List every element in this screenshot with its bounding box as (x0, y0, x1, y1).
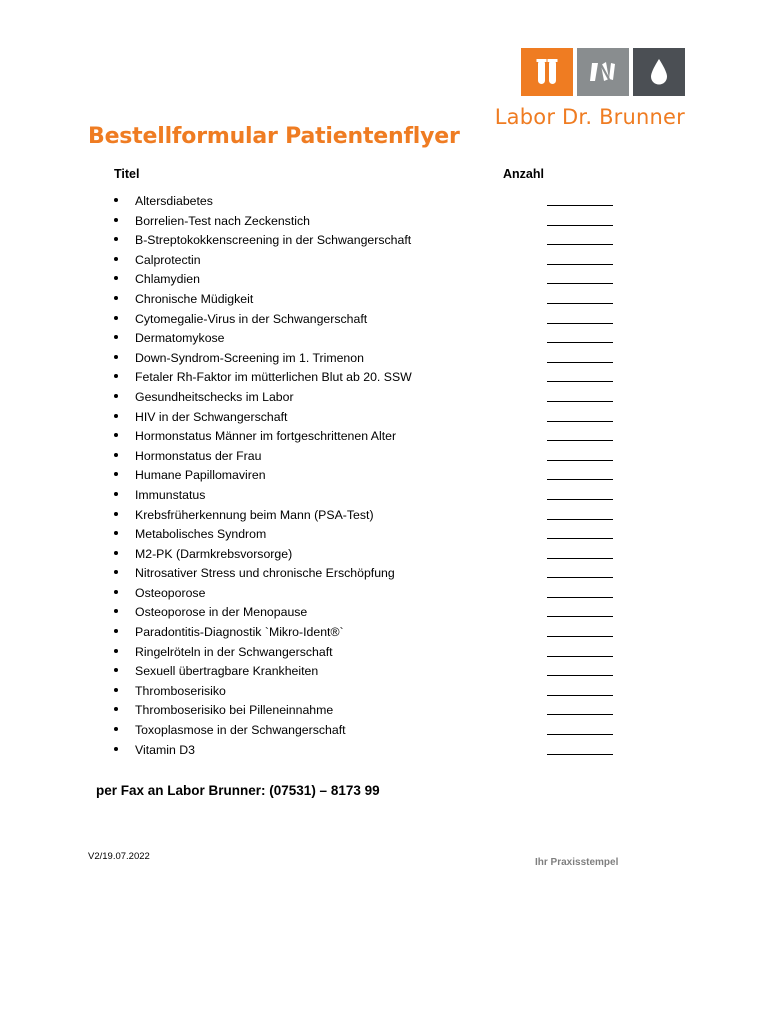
amount-blank-field[interactable] (547, 538, 613, 539)
bullet-icon (114, 296, 118, 300)
list-item (114, 194, 674, 214)
list-item-label: Gesundheitschecks im Labor (135, 389, 294, 404)
bullet-icon (114, 629, 118, 633)
amount-blank-field[interactable] (547, 205, 613, 206)
amount-blank-field[interactable] (547, 695, 613, 696)
list-item-label: Ringelröteln in der Schwangerschaft (135, 644, 333, 659)
bullet-icon (114, 257, 118, 261)
page-title: Bestellformular Patientenflyer (88, 124, 460, 149)
flyer-list (114, 194, 674, 762)
amount-blank-field[interactable] (547, 440, 613, 441)
bullet-icon (114, 355, 118, 359)
list-item-label: Down-Syndrom-Screening im 1. Trimenon (135, 350, 364, 365)
list-item-label: Sexuell übertragbare Krankheiten (135, 664, 319, 679)
list-item (114, 351, 674, 371)
bullet-icon (114, 551, 118, 555)
amount-blank-field[interactable] (547, 421, 613, 422)
amount-blank-field[interactable] (547, 225, 613, 226)
list-item (114, 743, 674, 763)
column-header-title: Titel (114, 167, 140, 181)
amount-blank-field[interactable] (547, 362, 613, 363)
list-item (114, 468, 674, 488)
list-item (114, 566, 674, 586)
amount-blank-field[interactable] (547, 656, 613, 657)
amount-blank-field[interactable] (547, 460, 613, 461)
list-item (114, 292, 674, 312)
practice-stamp-label: Ihr Praxisstempel (535, 857, 619, 868)
test-tubes-icon (521, 48, 573, 96)
amount-blank-field[interactable] (547, 323, 613, 324)
bullet-icon (114, 747, 118, 751)
list-item-label: Krebsfrüherkennung beim Mann (PSA-Test) (135, 507, 374, 522)
bullet-icon (114, 727, 118, 731)
list-item-label: Osteoporose (135, 585, 206, 600)
list-item (114, 449, 674, 469)
bullet-icon (114, 453, 118, 457)
list-item (114, 390, 674, 410)
bullet-icon (114, 218, 118, 222)
bullet-icon (114, 688, 118, 692)
list-item-label: Calprotectin (135, 252, 201, 267)
list-item (114, 723, 674, 743)
list-item (114, 703, 674, 723)
amount-blank-field[interactable] (547, 577, 613, 578)
list-item (114, 214, 674, 234)
list-item-label: Vitamin D3 (135, 742, 195, 757)
bullet-icon (114, 668, 118, 672)
bullet-icon (114, 609, 118, 613)
bullet-icon (114, 472, 118, 476)
list-item-label: Metabolisches Syndrom (135, 527, 267, 542)
amount-blank-field[interactable] (547, 519, 613, 520)
list-item (114, 312, 674, 332)
bullet-icon (114, 433, 118, 437)
list-item (114, 586, 674, 606)
amount-blank-field[interactable] (547, 303, 613, 304)
amount-blank-field[interactable] (547, 381, 613, 382)
list-item-label: Altersdiabetes (135, 194, 213, 208)
amount-blank-field[interactable] (547, 636, 613, 637)
brand-name: Labor Dr. Brunner (494, 105, 685, 129)
list-item-label: Chlamydien (135, 272, 200, 287)
list-item-label: Thromboserisiko (135, 683, 226, 698)
list-item (114, 527, 674, 547)
bullet-icon (114, 335, 118, 339)
list-item-label: Hormonstatus Männer im fortgeschrittenen Alter (135, 429, 397, 444)
amount-blank-field[interactable] (547, 714, 613, 715)
amount-blank-field[interactable] (547, 616, 613, 617)
list-item (114, 488, 674, 508)
amount-blank-field[interactable] (547, 499, 613, 500)
list-item-label: Borrelien-Test nach Zeckenstich (135, 213, 310, 228)
list-item (114, 410, 674, 430)
bullet-icon (114, 414, 118, 418)
bullet-icon (114, 570, 118, 574)
list-item-label: Immunstatus (135, 487, 206, 502)
bullet-icon (114, 531, 118, 535)
amount-blank-field[interactable] (547, 264, 613, 265)
list-item-label: Hormonstatus der Frau (135, 448, 262, 463)
list-item (114, 331, 674, 351)
list-item-label: Cytomegalie-Virus in der Schwangerschaft (135, 311, 368, 326)
bullet-icon (114, 649, 118, 653)
amount-blank-field[interactable] (547, 558, 613, 559)
amount-blank-field[interactable] (547, 734, 613, 735)
list-item (114, 664, 674, 684)
bullet-icon (114, 394, 118, 398)
amount-blank-field[interactable] (547, 754, 613, 755)
amount-blank-field[interactable] (547, 244, 613, 245)
list-item (114, 547, 674, 567)
amount-blank-field[interactable] (547, 479, 613, 480)
list-item-label: B-Streptokokkenscreening in der Schwangerschaft (135, 233, 412, 248)
bullet-icon (114, 198, 118, 202)
bullet-icon (114, 237, 118, 241)
list-item-label: Chronische Müdigkeit (135, 291, 254, 306)
list-item (114, 684, 674, 704)
list-item-label: Nitrosativer Stress und chronische Erschöpfung (135, 566, 395, 581)
list-item-label: Osteoporose in der Menopause (135, 605, 308, 620)
list-item-label: Thromboserisiko bei Pilleneinnahme (135, 703, 334, 718)
list-item (114, 508, 674, 528)
bullet-icon (114, 316, 118, 320)
list-item (114, 625, 674, 645)
list-item-label: Fetaler Rh-Faktor im mütterlichen Blut ab 20. SSW (135, 370, 412, 385)
list-item (114, 370, 674, 390)
column-header-amount: Anzahl (503, 167, 544, 181)
bullet-icon (114, 276, 118, 280)
list-item-label: Paradontitis-Diagnostik `Mikro-Ident®` (135, 625, 344, 640)
bullet-icon (114, 492, 118, 496)
fax-instruction: per Fax an Labor Brunner: (07531) – 8173 99 (96, 783, 380, 798)
list-item-label: Toxoplasmose in der Schwangerschaft (135, 723, 346, 738)
bullet-icon (114, 374, 118, 378)
list-item-label: HIV in der Schwangerschaft (135, 409, 288, 424)
list-item (114, 605, 674, 625)
list-item (114, 272, 674, 292)
list-item (114, 645, 674, 665)
microscope-slide-icon (577, 48, 629, 96)
document-version: V2/19.07.2022 (88, 851, 150, 862)
bullet-icon (114, 707, 118, 711)
bullet-icon (114, 512, 118, 516)
list-item-label: Humane Papillomaviren (135, 468, 266, 483)
amount-blank-field[interactable] (547, 401, 613, 402)
bullet-icon (114, 590, 118, 594)
logo-tiles (485, 48, 685, 96)
amount-blank-field[interactable] (547, 597, 613, 598)
amount-blank-field[interactable] (547, 283, 613, 284)
list-item-label: M2-PK (Darmkrebsvorsorge) (135, 546, 293, 561)
brand-logo (485, 48, 685, 129)
amount-blank-field[interactable] (547, 342, 613, 343)
blood-drop-icon (633, 48, 685, 96)
list-item-label: Dermatomykose (135, 331, 225, 346)
list-item (114, 429, 674, 449)
list-item (114, 233, 674, 253)
list-item (114, 253, 674, 273)
amount-blank-field[interactable] (547, 675, 613, 676)
